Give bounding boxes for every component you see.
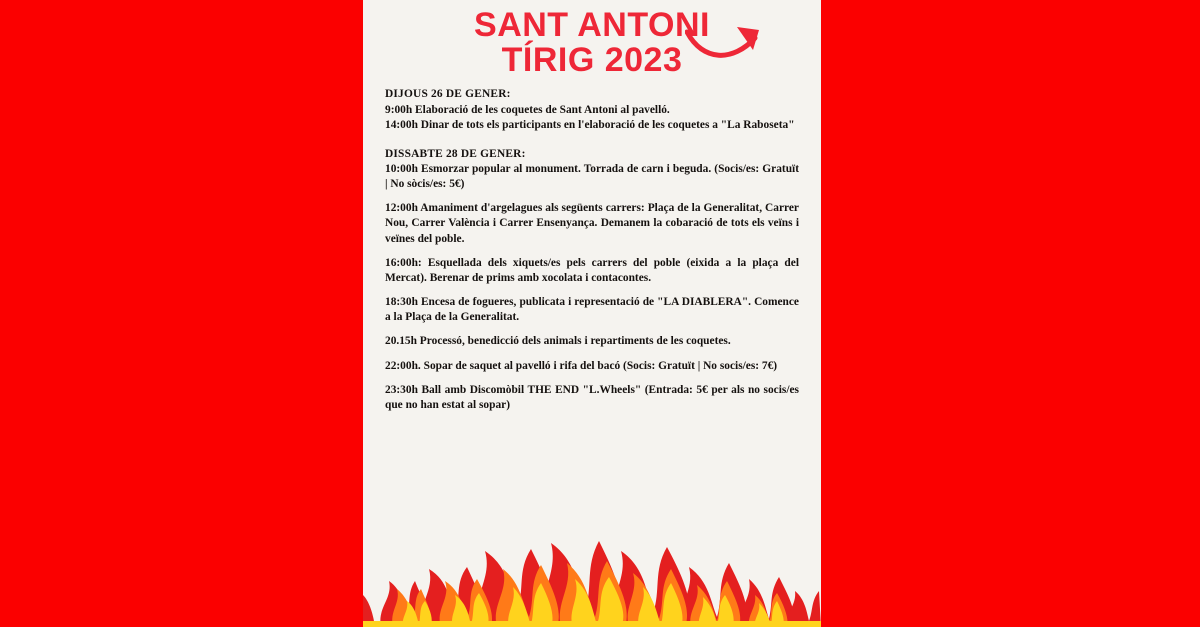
program-line: 14:00h Dinar de tots els participants en l'elaboració de les coquetes a "La Raboseta" <box>385 118 795 131</box>
program-section <box>385 295 799 325</box>
day-heading: DIJOUS 26 DE GENER: <box>385 88 511 101</box>
title-line-primary: SANT ANTONI <box>474 6 710 44</box>
program-line: 22:00h. Sopar de saquet al pavelló i rifa del bacó (Socis: Gratuït | No socis/es: 7€) <box>385 359 778 372</box>
program-line: 20.15h Processó, benedicció dels animals i repartiments de les coquetes. <box>385 335 731 348</box>
program-line: 23:30h Ball amb Discomòbil THE END "L.Wheels" (Entrada: 5€ per als no socis/es que no han estat al sopar) <box>385 383 799 411</box>
program-section <box>385 256 799 286</box>
program-line: 16:00h: Esquellada dels xiquets/es pels carrers del poble (eixida a la plaça del Mercat). Berenar de prims amb xocolata i contacontes. <box>385 256 799 284</box>
program-line: 9:00h Elaboració de les coquetes de Sant Antoni al pavelló. <box>385 103 670 116</box>
day-heading: DISSABTE 28 DE GENER: <box>385 147 526 160</box>
program-section <box>385 359 799 374</box>
flames-illustration <box>363 507 821 627</box>
program-line: 12:00h Amaniment d'argelagues als següents carrers: Plaça de la Generalitat, Carrer Nou, Carrer València i Carrer Ensenyança. Demanem la cobaració de tots els veïns i veïnes del poble. <box>385 202 799 245</box>
program-section <box>385 87 799 132</box>
title-line-secondary: TÍRIG 2023 <box>501 40 683 79</box>
program-line: 18:30h Encesa de fogueres, publicata i representació de "LA DIABLERA". Comence a la Plaça de la Generalitat. <box>385 296 799 324</box>
program-section <box>385 201 799 246</box>
program-list <box>363 77 821 413</box>
program-section <box>385 383 799 413</box>
poster-title <box>363 0 821 77</box>
program-section <box>385 147 799 192</box>
program-section <box>385 334 799 349</box>
program-line: 10:00h Esmorzar popular al monument. Torrada de carn i beguda. (Socis/es: Gratuït | No sòcis/es: 5€) <box>385 162 799 191</box>
poster-card <box>363 0 821 627</box>
